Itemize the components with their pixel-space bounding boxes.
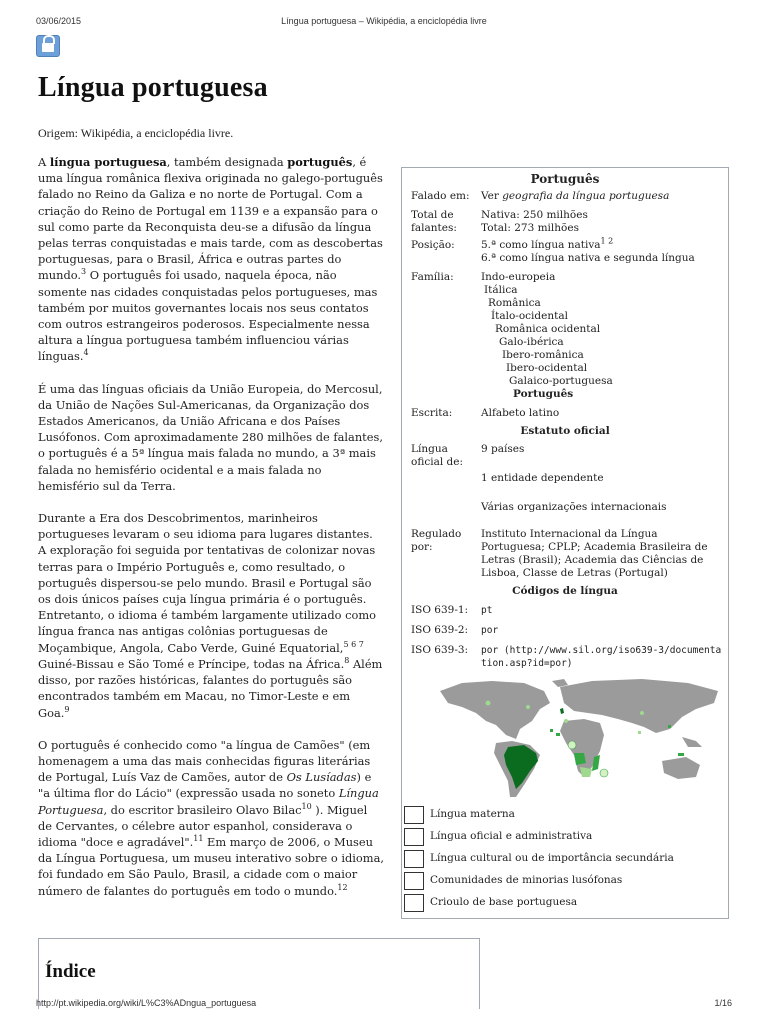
print-page-title: Língua portuguesa – Wikipédia, a enciclopédia livre <box>281 16 487 26</box>
row-iso2 <box>411 624 722 640</box>
paragraph-discoveries: Durante a Era dos Descobrimentos, marinheiros portugueses levaram o seu idioma para lugares distantes. A exploração foi seguida por tentativas de colonizar novas terras para o Império Português e, como resultado, o português dispersou-se pelo mundo. Brasil e Portugal são os dois únicos países cuja língua primária é o português. Entretanto, o idioma é também largamente utilizado como língua franca nas antigas colônias portuguesas de Moçambique, Angola, Cabo Verde, Guiné Equatorial,$^{5 6 7}$ Guiné-Bissau e São Tomé e Príncipe, todas na África.$^8$ Além disso, por razões históricas, falantes do português são encontrados também em Macau, no Timor-Leste e em Goa.$^9$ <box>38 511 383 720</box>
familia-item[interactable]: Galo-ibérica <box>499 336 564 348</box>
row-total <box>411 209 722 237</box>
legend-item <box>404 872 728 892</box>
codigos-heading: Códigos de língua <box>512 585 618 597</box>
reference-11[interactable]: 11 <box>193 834 204 844</box>
row-iso1 <box>411 604 722 620</box>
map-minorities-2 <box>600 769 608 777</box>
iso2-value: por <box>481 625 499 636</box>
estatuto-heading: Estatuto oficial <box>520 425 610 437</box>
link-os-lusiadas[interactable]: Os Lusíadas <box>286 770 357 785</box>
familia-item[interactable]: Ítalo-ocidental <box>491 310 568 322</box>
row-lingua-oficial <box>411 443 722 527</box>
iso2-label: ISO 639-2: <box>411 624 469 636</box>
map-portugal <box>560 708 564 714</box>
map-timor <box>678 753 684 756</box>
total-label: Total de falantes: <box>411 209 457 234</box>
row-familia <box>411 271 722 405</box>
legend-label: Língua materna <box>430 808 515 820</box>
legend-item <box>404 894 728 914</box>
reference-9[interactable]: 9 <box>64 704 70 714</box>
legend-swatch <box>404 828 424 846</box>
map-minorities-3 <box>486 701 491 706</box>
world-map[interactable] <box>432 673 724 799</box>
map-minorities-4 <box>526 705 530 709</box>
map-minorities-1 <box>568 741 576 749</box>
iso1-label: ISO 639-1: <box>411 604 469 616</box>
map-guinea-bissau <box>556 733 560 736</box>
familia-item-current: Português <box>513 388 574 400</box>
legend-swatch <box>404 850 424 868</box>
paragraph-camoes: O português é conhecido como "a língua de Camões" (em homenagem a uma das mais conhecidas figuras literárias de Portugal, Luís Vaz de Camões, autor de Os Lusíadas) e "a última flor do Lácio" (expressão usada no soneto Língua Portuguesa, do escritor brasileiro Olavo Bilac$^{10}$ ). Miguel de Cervantes, o célebre autor espanhol, considerava o idioma "doce e agradável".$^{11}$ Em março de 2006, o Museu da Língua Portuguesa, um museu interativo sobre o idioma, foi fundado em São Paulo, Brasil, a cidade com o maior número de falantes do português em todo o mundo.$^{12}$ <box>38 737 384 898</box>
print-url: http://pt.wikipedia.org/wiki/L%C3%ADngua_portuguesa <box>36 998 257 1008</box>
row-regulado <box>411 528 722 582</box>
map-minorities-6 <box>564 719 568 723</box>
legend-item <box>404 828 728 848</box>
row-iso3 <box>411 644 722 672</box>
paragraph-official: É uma das línguas oficiais da União Europeia, do Mercosul, da União de Nações Sul-Americanas, da Organização dos Estados Americanos, da União Africana e dos Países Lusófonos. Com aproximadamente 280 milhões de falantes, o português é a 5ª língua mais falada no mundo, a 3ª mais falada no hemisfério ocidental e a mais falada no hemisfério sul da Terra. <box>38 381 383 493</box>
paragraph-intro: A língua portuguesa, também designada português, é uma língua românica flexiva originada no galego-português falado no Reino da Galiza e no norte de Portugal. Com a criação do Reino de Portugal em 1139 e a expansão para o sul como parte da Reconquista deu-se a difusão da língua pelas terras conquistadas e mais tarde, com as descobertas portuguesas, para o Brasil, África e outras partes do mundo.$^3$ O português foi usado, naquela época, não somente nas cidades conquistadas pelos portugueses, mas também por muitos governantes locais nos seus contatos com outros estrangeiros poderosos. Especialmente nessa altura a língua portuguesa também influenciou várias línguas.$^4$ <box>38 155 383 364</box>
lingua-oficial-label: Língua oficial de: <box>411 443 463 468</box>
map-land <box>440 679 718 797</box>
familia-item[interactable]: Itálica <box>484 284 518 296</box>
reference-3[interactable]: 3 <box>81 267 87 277</box>
iso1-value: pt <box>481 605 493 616</box>
legend-swatch <box>404 806 424 824</box>
lingua-oficial-value: 9 países 1 entidade dependente Várias organizações internacionais <box>481 443 667 513</box>
link-geografia[interactable]: geografia da língua portuguesa <box>502 190 670 202</box>
article-body <box>38 154 384 915</box>
origin-note: Origem: Wikipédia, a enciclopédia livre. <box>38 126 234 140</box>
bold-lingua-portuguesa[interactable]: língua portuguesa <box>49 155 167 169</box>
reference-1-2[interactable]: 1 2 <box>600 236 614 246</box>
legend-label: Língua oficial e administrativa <box>430 830 593 842</box>
map-goa <box>638 731 641 734</box>
familia-item[interactable]: Ibero-ocidental <box>506 362 588 374</box>
infobox <box>401 167 729 919</box>
toc-title: Índice <box>45 961 96 982</box>
row-posicao <box>411 236 722 267</box>
row-falado <box>411 190 722 206</box>
row-escrita <box>411 407 722 423</box>
print-page-number: 1/16 <box>714 998 732 1008</box>
posicao-value: 5.ª como língua nativa$^{1 2}$ 6.ª como língua nativa e segunda língua <box>481 236 695 264</box>
print-header <box>36 16 732 30</box>
total-value: Nativa: 250 milhões Total: 273 milhões <box>481 209 588 234</box>
link-lingua-portuguesa-soneto[interactable]: Língua Portuguesa <box>38 786 379 817</box>
map-macau <box>668 725 671 728</box>
familia-tree <box>481 271 722 401</box>
reference-8[interactable]: 8 <box>344 656 350 666</box>
bold-portugues: português <box>287 155 353 169</box>
falado-value: Ver geografia da língua portuguesa <box>481 190 670 202</box>
legend-label: Língua cultural ou de importância secundária <box>430 852 674 864</box>
legend-swatch <box>404 872 424 890</box>
familia-item[interactable]: Galaico-portuguesa <box>509 375 613 387</box>
iso3-value[interactable]: por (http://www.sil.org/iso639-3/documentation.asp?id=por) <box>481 645 722 669</box>
escrita-value[interactable]: Alfabeto latino <box>481 407 560 419</box>
reference-4[interactable]: 4 <box>83 348 89 358</box>
posicao-label: Posição: <box>411 239 455 251</box>
legend-label: Crioulo de base portuguesa <box>430 896 578 908</box>
familia-item[interactable]: Indo-europeia <box>481 271 556 283</box>
iso3-label: ISO 639-3: <box>411 644 469 656</box>
legend-label: Comunidades de minorias lusófonas <box>430 874 623 886</box>
familia-item[interactable]: Românica <box>488 297 541 309</box>
infobox-title: Português <box>530 172 600 186</box>
map-cape-verde <box>550 729 553 732</box>
regulado-value[interactable]: Instituto Internacional da Língua Portuguesa; CPLP; Academia Brasileira de Letras (Brasil); Academia das Ciências de Lisboa, Classe de Letras (Portugal) <box>481 528 708 579</box>
map-angola <box>574 753 586 765</box>
familia-item[interactable]: Ibero-românica <box>502 349 584 361</box>
legend-swatch <box>404 894 424 912</box>
falado-label: Falado em: <box>411 190 470 202</box>
legend-item <box>404 850 728 870</box>
lock-icon[interactable] <box>36 35 60 57</box>
escrita-label: Escrita: <box>411 407 453 419</box>
regulado-label: Regulado por: <box>411 528 462 553</box>
reference-12[interactable]: 12 <box>337 882 348 892</box>
print-footer <box>36 998 732 1012</box>
familia-item[interactable]: Românica ocidental <box>495 323 601 335</box>
legend-item <box>404 806 728 826</box>
print-date: 03/06/2015 <box>36 16 82 26</box>
reference-10[interactable]: 10 <box>301 801 312 811</box>
reference-5-6-7[interactable]: 5 6 7 <box>343 639 364 649</box>
page-title: Língua portuguesa <box>38 72 268 103</box>
map-minorities-5 <box>640 711 644 715</box>
familia-label: Família: <box>411 271 454 283</box>
